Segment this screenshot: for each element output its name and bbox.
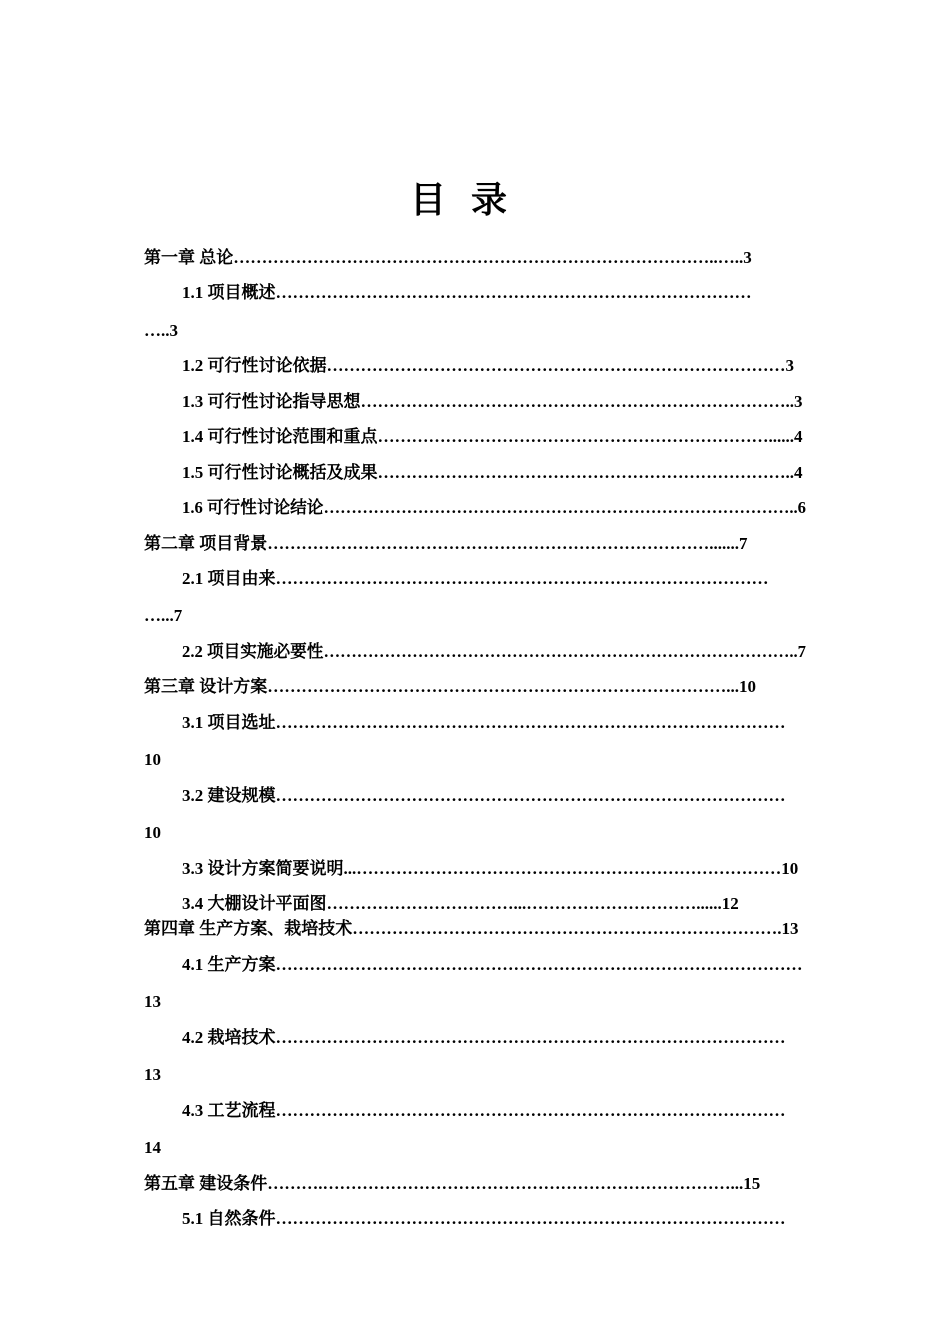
toc-entry-1-3[interactable]: 1.3 可行性讨论指导思想…………………………………………………………………..3 xyxy=(182,392,803,411)
toc-entry-chapter-5[interactable]: 第五章 建设条件……….………………………………………………………………...15 xyxy=(144,1174,761,1193)
toc-entry-chapter-4[interactable]: 第四章 生产方案、栽培技术………………………………………………………………….13 xyxy=(144,919,799,938)
toc-entry-1-5[interactable]: 1.5 可行性讨论概括及成果………………………………………………………………..4 xyxy=(182,463,803,482)
toc-entry-4-3-page: 14 xyxy=(144,1138,161,1157)
toc-entry-chapter-1[interactable]: 第一章 总论…………………………………………………………………………..…..3 xyxy=(144,248,752,267)
toc-entry-3-1-page: 10 xyxy=(144,750,161,769)
toc-entry-3-2-page: 10 xyxy=(144,823,161,842)
toc-entry-1-1[interactable]: 1.1 项目概述………………………………………………………………………… xyxy=(182,283,752,302)
toc-entry-chapter-2[interactable]: 第二章 项目背景…………………………………………………………………….......7 xyxy=(144,534,748,553)
toc-entry-1-6[interactable]: 1.6 可行性讨论结论…………………………………………………………………………..6 xyxy=(182,498,806,517)
toc-entry-3-1[interactable]: 3.1 项目选址……………………………………………………………………………… xyxy=(182,713,786,732)
toc-entry-4-1[interactable]: 4.1 生产方案………………………………………………………………………………… xyxy=(182,955,803,974)
toc-entry-4-2-page: 13 xyxy=(144,1065,161,1084)
toc-entry-2-2[interactable]: 2.2 项目实施必要性…………………………………………………………………………..7 xyxy=(182,642,806,661)
toc-entry-1-1-page: …..3 xyxy=(144,321,178,340)
toc-entry-5-1[interactable]: 5.1 自然条件……………………………………………………………………………… xyxy=(182,1209,786,1228)
toc-entry-1-4[interactable]: 1.4 可行性讨论范围和重点……………………………………………………………......4 xyxy=(182,427,803,446)
toc-entry-3-2[interactable]: 3.2 建设规模……………………………………………………………………………… xyxy=(182,786,786,805)
page-title: 目 录 xyxy=(409,180,515,220)
toc-entry-3-4[interactable]: 3.4 大棚设计平面图……………………………...…………………………......12 xyxy=(182,894,739,913)
toc-entry-3-3[interactable]: 3.3 设计方案简要说明...…………………………………………………………………10 xyxy=(182,859,799,878)
toc-entry-1-2[interactable]: 1.2 可行性讨论依据………………………………………………………………………3 xyxy=(182,356,794,375)
toc-entry-2-1[interactable]: 2.1 项目由来…………………………………………………………………………… xyxy=(182,569,769,588)
toc-entry-4-1-page: 13 xyxy=(144,992,161,1011)
toc-entry-4-2[interactable]: 4.2 栽培技术……………………………………………………………………………… xyxy=(182,1028,786,1047)
toc-entry-4-3[interactable]: 4.3 工艺流程……………………………………………………………………………… xyxy=(182,1101,786,1120)
toc-entry-chapter-3[interactable]: 第三章 设计方案………………………………………………………………………...10 xyxy=(144,677,756,696)
toc-entry-2-1-page: …...7 xyxy=(144,606,183,625)
